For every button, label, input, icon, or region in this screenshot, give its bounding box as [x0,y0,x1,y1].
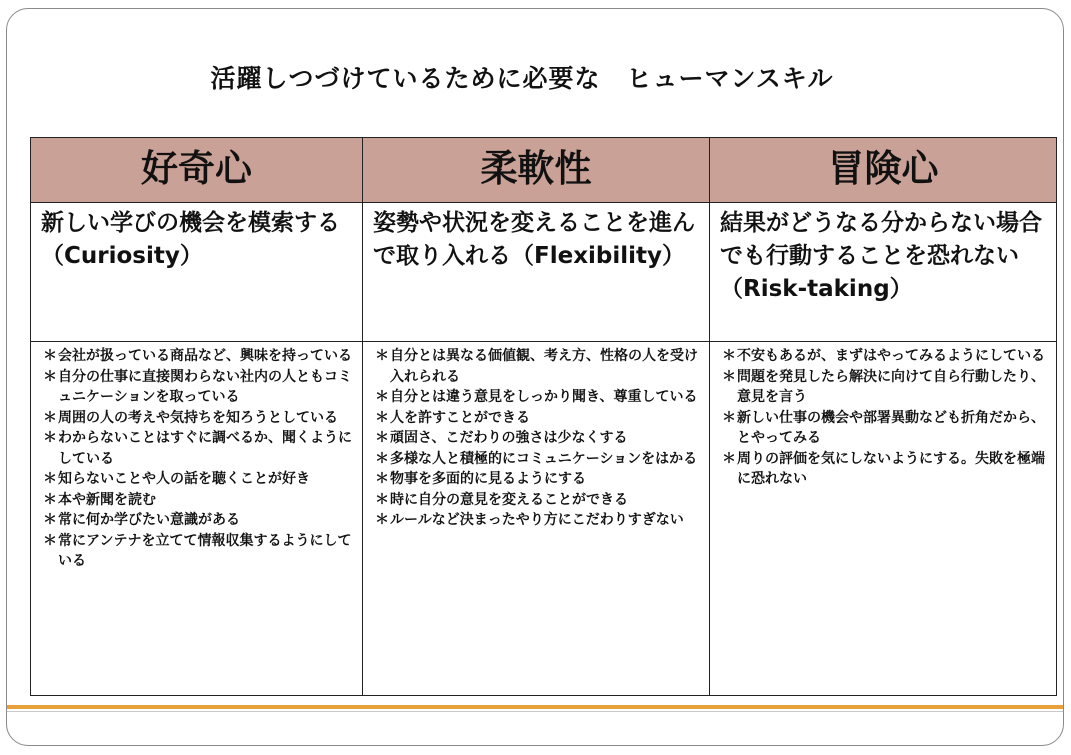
description-row [31,203,1057,342]
heading-curiosity: 好奇心 [31,138,363,203]
divider [7,711,1063,712]
description-flexibility: 姿勢や状況を変えることを進んで取り入れる（Flexibility） [363,203,710,342]
header-row [31,138,1057,203]
slide-title: 活躍しつづけているために必要な ヒューマンスキル [210,64,834,93]
description-curiosity: 新しい学びの機会を模索する（Curiosity） [31,203,363,342]
list-item: ＊ 不安もあるが、まずはやってみるようにしている [722,346,1048,367]
list-risk-taking [722,346,1048,490]
list-item: ＊ 人を許すことができる [375,408,701,429]
list-item: ＊ 常に何か学びたい意識がある [43,510,354,531]
list-item: ＊ 周囲の人の考えや気持ちを知ろうとしている [43,408,354,429]
list-item: ＊ わからないことはすぐに調べるか、聞くようにしている [43,428,354,469]
list-item: ＊ 自分とは違う意見をしっかり聞き、尊重している [375,387,701,408]
list-item: ＊ 物事を多面的に見るようにする [375,469,701,490]
list-item: ＊ 新しい仕事の機会や部署異動なども折角だから、とやってみる [722,408,1048,449]
items-risk-taking [710,342,1057,696]
items-row [31,342,1057,696]
slide [6,8,1064,746]
list-item: ＊ 知らないことや人の話を聴くことが好き [43,469,354,490]
items-curiosity [31,342,363,696]
list-item: ＊ 自分の仕事に直接関わらない社内の人ともコミュニケーションを取っている [43,367,354,408]
list-item: ＊ 自分とは異なる価値観、考え方、性格の人を受け入れられる [375,346,701,387]
list-item: ＊ 周りの評価を気にしないようにする。失敗を極端に恐れない [722,449,1048,490]
list-item: ＊ 多様な人と積極的にコミュニケーションをはかる [375,449,701,470]
list-item: ＊ 問題を発見したら解決に向けて自ら行動したり、意見を言う [722,367,1048,408]
list-flexibility [375,346,701,531]
items-flexibility [363,342,710,696]
list-curiosity [43,346,354,572]
list-item: ＊ 本や新聞を読む [43,490,354,511]
accent-bar [7,705,1063,709]
skills-table [30,137,1057,696]
heading-flexibility: 柔軟性 [363,138,710,203]
list-item: ＊ 時に自分の意見を変えることができる [375,490,701,511]
list-item: ＊ ルールなど決まったやり方にこだわりすぎない [375,510,701,531]
list-item: ＊ 頑固さ、こだわりの強さは少なくする [375,428,701,449]
list-item: ＊ 会社が扱っている商品など、興味を持っている [43,346,354,367]
description-risk-taking: 結果がどうなる分からない場合でも行動することを恐れない（Risk-taking） [710,203,1057,342]
heading-risk-taking: 冒険心 [710,138,1057,203]
list-item: ＊ 常にアンテナを立てて情報収集するようにしている [43,531,354,572]
